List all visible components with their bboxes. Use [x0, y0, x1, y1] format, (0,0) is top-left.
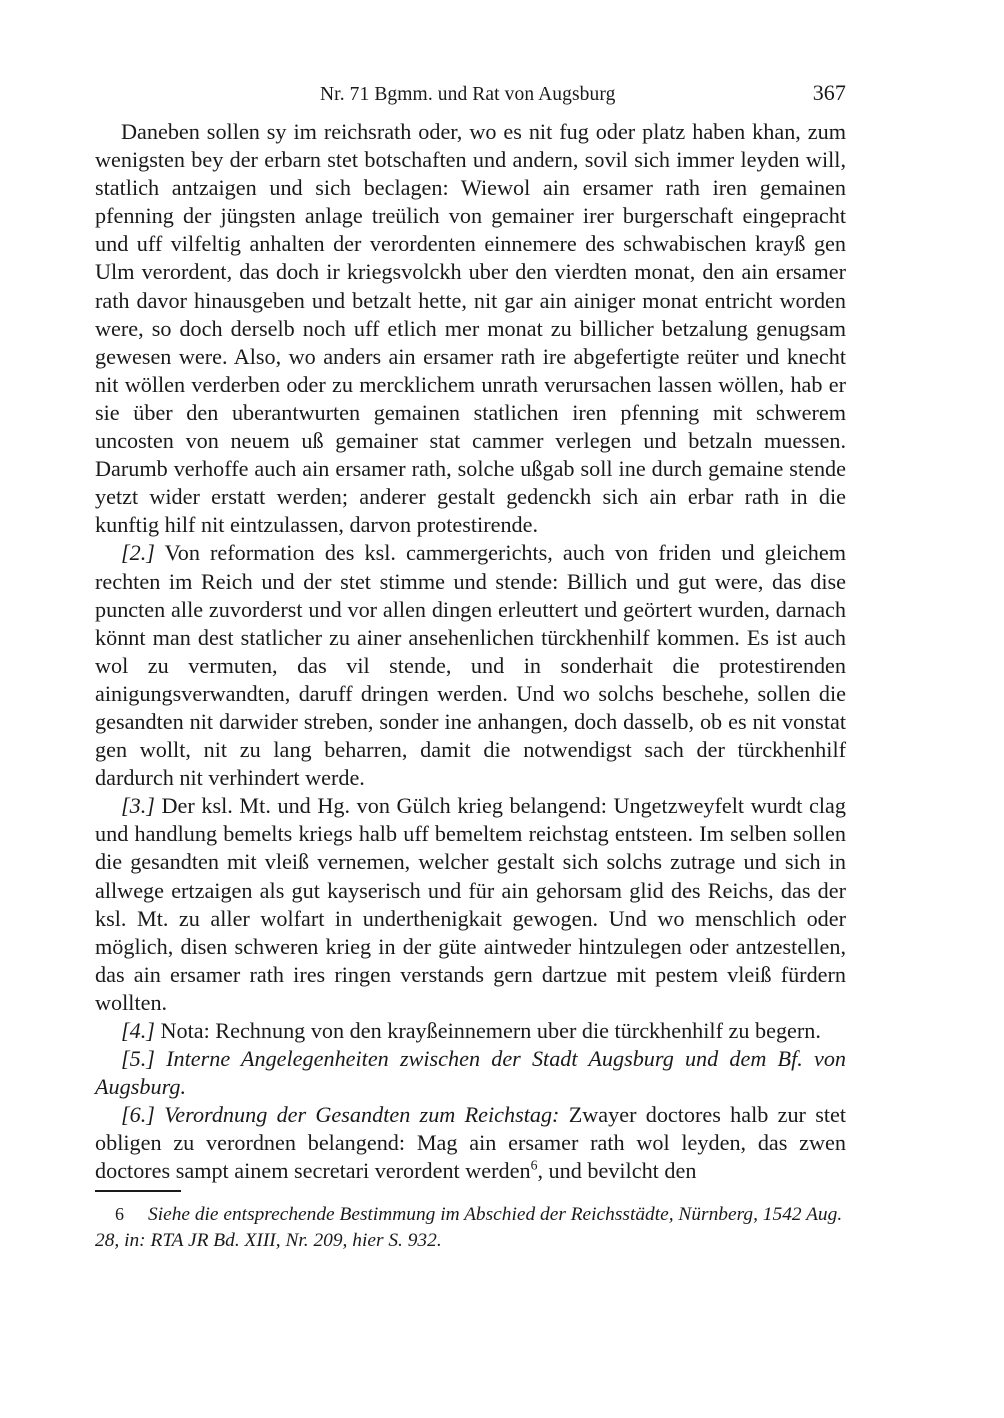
footnote-6: [95, 1201, 846, 1255]
paragraph-1: [95, 118, 846, 539]
paragraph-3-marker: [3.]: [121, 793, 155, 819]
paragraph-2-spacer: [155, 540, 165, 565]
paragraph-5: [95, 1045, 846, 1101]
running-head: [95, 80, 846, 106]
paragraph-2-marker: [2.]: [121, 540, 155, 566]
paragraph-5-marker: [5.]: [121, 1046, 155, 1072]
paragraph-2-text: Von reformation des ksl. cammergerichts, auch von friden und gleichem rechten im Reich und der stet stimme und stende: Billich und gut were, das dise puncten alle zuvorderst und vor allen dingen erleuttert und geörtert wurden, darnach könnt man dest statlicher zu ainer ansehenlichen türckhenhilf kommen. Es ist auch wol zu vermuten, das vil stende, und in sonderhait die protestirenden ainigungsverwandten, daruff dringen werden. Und wo solchs beschehe, sollen die gesandten nit darwider streben, sonder ine anhangen, doch dasselb, ob es nit vonstat gen wollt, nit zu lang beharren, damit die notwendigst sach der türckhenhilf dardurch nit verhindert werde.: [95, 540, 846, 791]
paragraph-6-marker: [6.]: [121, 1102, 155, 1128]
body-text-block: [95, 118, 846, 1186]
paragraph-5-spacer: [155, 1046, 166, 1071]
paragraph-3-spacer: [155, 793, 162, 818]
paragraph-5-text: Interne Angelegenheiten zwischen der Stadt Augsburg und dem Bf. von Augsburg.: [95, 1046, 847, 1100]
footnote-reference-6[interactable]: 6: [530, 1158, 538, 1174]
paragraph-3: [95, 792, 846, 1017]
paragraph-3-text: Der ksl. Mt. und Hg. von Gülch krieg belangend: Ungetzweyfelt wurdt clag und handlung bemelts kriegs halb uff bemeltem reichstag entsteen. Im selben sollen die gesandten mit vleiß vernemen, welcher gestalt sich solchs zutrage und sich in allwege ertzaigen als gut kayserisch und für ain gehorsam glid des Reichs, das der ksl. Mt. zu aller wolfart in underthenigkait gewogen. Und wo menschlich oder möglich, disen schweren krieg in der güte aintweder hintzulegen oder antzestellen, das ain ersamer rath ires ringen verstands gern dartzue mit pestem vleiß fürdern wollten.: [95, 793, 846, 1015]
paragraph-6-heading: Verordnung der Gesandten zum Reichstag:: [164, 1102, 560, 1128]
paragraph-4-marker: [4.]: [121, 1018, 155, 1043]
running-head-title: Nr. 71 Bgmm. und Rat von Augsburg: [320, 84, 616, 105]
footnote-text: Siehe die entsprechende Bestimmung im Abschied der Reichsstädte, Nürnberg, 1542 Aug. 28, in: RTA JR Bd. XIII, Nr. 209, hier S. 932.: [95, 1203, 843, 1252]
paragraph-6-text: Zwayer doctores halb zur stet obligen zu verordnen belangend: Mag ain ersamer rath wol leyden, das zwen doctores sampt ainem secretari verordent werden: [95, 1102, 847, 1184]
paragraph-4-text: Nota: Rechnung von den krayßeinnemern uber die türckhenhilf zu begern.: [160, 1018, 821, 1043]
footnote-area: [95, 1190, 846, 1255]
footnote-number: 6: [115, 1203, 124, 1224]
paragraph-2: [95, 539, 846, 792]
paragraph-6-spacer: [155, 1102, 164, 1127]
page-number: 367: [812, 80, 846, 105]
paragraph-4: [95, 1017, 846, 1045]
paragraph-1-text: Daneben sollen sy im reichsrath oder, wo es nit fug oder platz haben khan, zum wenigsten bey der erbarn stet botschaften und andern, sovil sich immer leyden will, statlich antzaigen und sich beclagen: Wiewol ain ersamer rath iren gemainen pfenning der jüngsten anlage treülich von gemainer irer burgerschaft eingepracht und uff vilfeltig anhalten der verordenten einnemere des schwabischen krayß gen Ulm verordent, das doch ir kriegsvolckh uber den vierdten monat, den ain ersamer rath davor hinausgeben und betzalt hette, nit gar ain ainiger monat entricht worden were, so doch derselb noch uff etlich mer monat zu billicher betzalung genugsam gewesen were. Also, wo anders ain ersamer rath ire abgefertigte reüter und knecht nit wöllen verderben oder zu mercklichem unrath verursachen lassen wöllen, hab er sie über den uberantwurten gemainen statlichen iren pfenning mit schwerem uncosten von neuem uß gemainer stat cammer verlegen und betzaln muessen. Darumb verhoffe auch ain ersamer rath, solche ußgab soll ine durch gemaine stende yetzt wider erstatt werden; anderer gestalt gedenckh sich ain erbar rath in die kunftig hilf nit eintzulassen, darvon protestirende.: [95, 119, 846, 538]
paragraph-6-text-tail: , und bevilcht den: [537, 1158, 697, 1184]
paragraph-6: [95, 1101, 846, 1185]
footnote-separator-rule: [95, 1190, 181, 1192]
